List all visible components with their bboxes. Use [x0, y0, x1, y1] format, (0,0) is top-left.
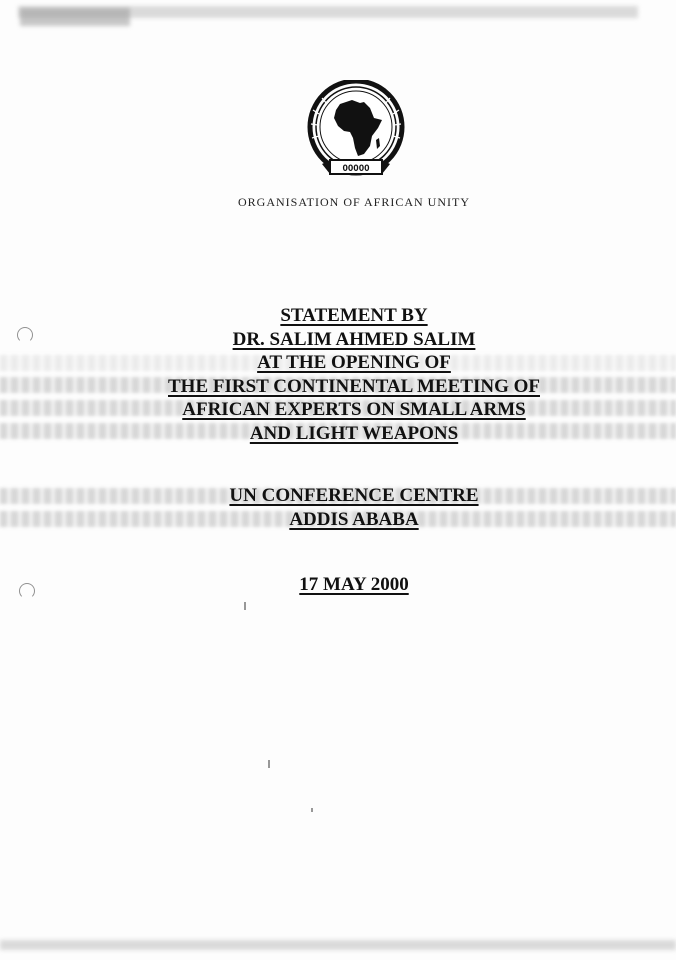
scan-speck	[311, 808, 313, 812]
title-line: AT THE OPENING OF	[257, 352, 451, 373]
scan-speck	[268, 760, 270, 768]
venue-line: UN CONFERENCE CENTRE	[229, 485, 479, 506]
scan-smudge-corner	[20, 8, 130, 26]
statement-title	[0, 304, 676, 445]
emblem-band-text: OOOOO	[342, 164, 370, 174]
title-line: DR. SALIM AHMED SALIM	[232, 328, 476, 350]
title-line: AND LIGHT WEAPONS	[249, 422, 459, 444]
title-line: THE FIRST CONTINENTAL MEETING OF	[168, 375, 540, 397]
date-line: 17 MAY 2000	[299, 574, 409, 595]
date	[0, 573, 676, 597]
title-line: AFRICAN EXPERTS ON SMALL ARMS	[182, 399, 526, 420]
venue-line: ADDIS ABABA	[289, 508, 419, 530]
title-line: STATEMENT BY	[280, 305, 428, 326]
oau-emblem-icon	[300, 80, 412, 184]
venue	[0, 484, 676, 531]
scan-speck	[244, 602, 246, 610]
scan-smudge-bottom	[0, 940, 676, 950]
organisation-name: ORGANISATION OF AFRICAN UNITY	[237, 195, 470, 209]
